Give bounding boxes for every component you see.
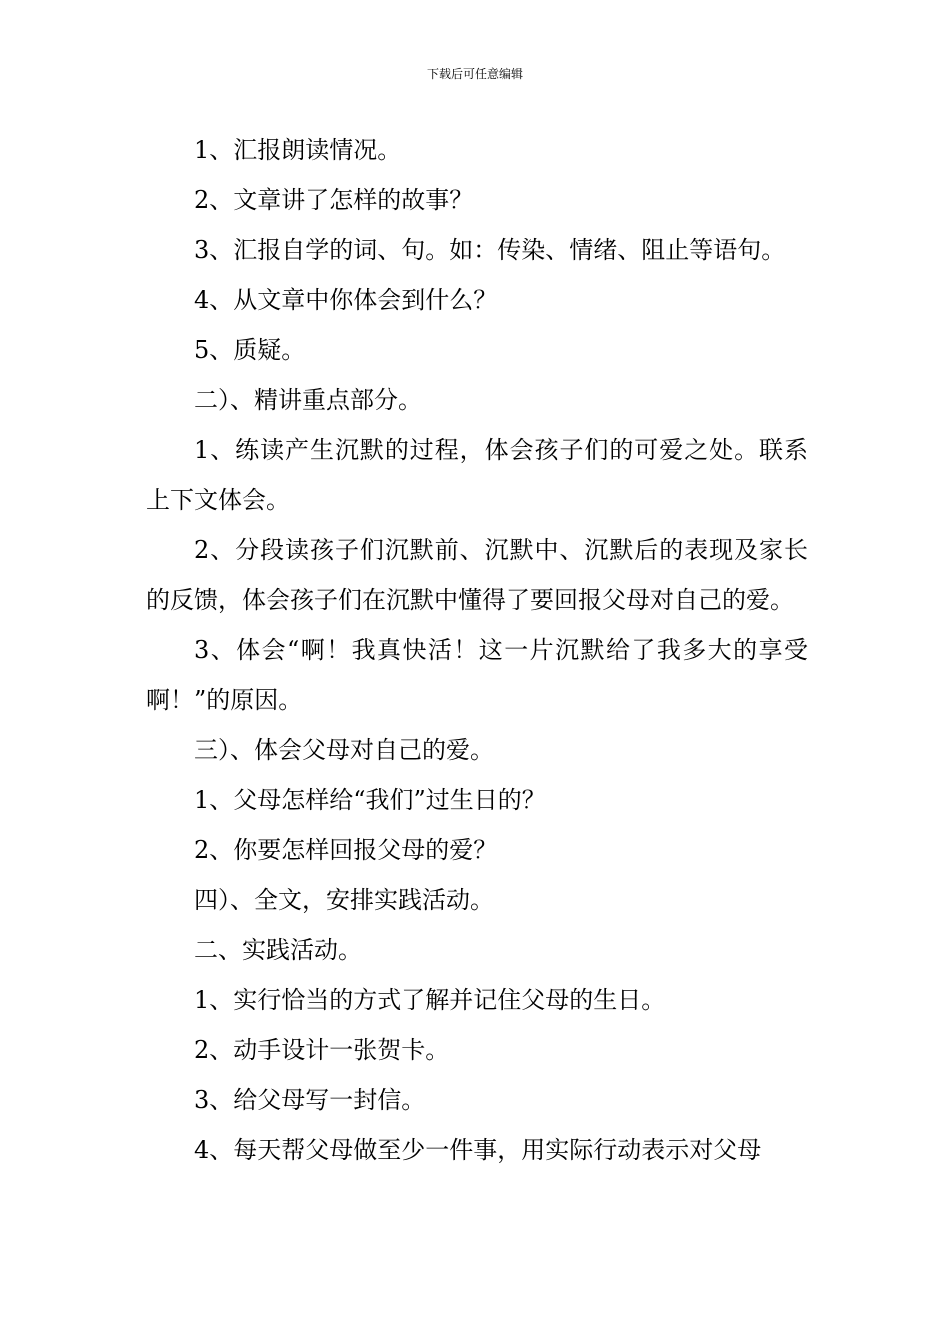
paragraph-2: 2、文章讲了怎样的故事？ (194, 186, 474, 214)
body-text (146, 125, 808, 1175)
page-header-note: 下载后可任意编辑 (426, 67, 523, 81)
paragraph-11: 1、父母怎样给“我们”过生日的？ (194, 786, 546, 814)
paragraph-15: 1、实行恰当的方式了解并记住父母的生日。 (194, 986, 666, 1014)
paragraph-7: 1、练读产生沉默的过程，体会孩子们的可爱之处。联系上下文体会。 (146, 436, 808, 514)
paragraph-17: 3、给父母写一封信。 (194, 1086, 426, 1114)
paragraph-4: 4、从文章中你体会到什么？ (194, 286, 498, 314)
paragraph-5: 5、质疑。 (194, 336, 306, 364)
paragraph-18: 4、每天帮父母做至少一件事，用实际行动表示对父母 (194, 1136, 762, 1164)
paragraph-13: 四）、全文，安排实践活动。 (194, 886, 494, 914)
paragraph-3: 3、汇报自学的词、句。如：传染、情绪、阻止等语句。 (194, 236, 786, 264)
paragraph-9: 3、体会“啊！我真快活！这一片沉默给了我多大的享受啊！”的原因。 (146, 636, 808, 714)
paragraph-16: 2、动手设计一张贺卡。 (194, 1036, 450, 1064)
paragraph-10: 三）、体会父母对自己的爱。 (194, 736, 494, 764)
paragraph-8: 2、分段读孩子们沉默前、沉默中、沉默后的表现及家长的反馈，体会孩子们在沉默中懂得了要回报父母对自己的爱。 (146, 536, 808, 614)
paragraph-1: 1、汇报朗读情况。 (194, 136, 402, 164)
paragraph-12: 2、你要怎样回报父母的爱？ (194, 836, 498, 864)
paragraph-14: 二、实践活动。 (194, 936, 362, 964)
paragraph-6: 二）、精讲重点部分。 (194, 386, 422, 414)
